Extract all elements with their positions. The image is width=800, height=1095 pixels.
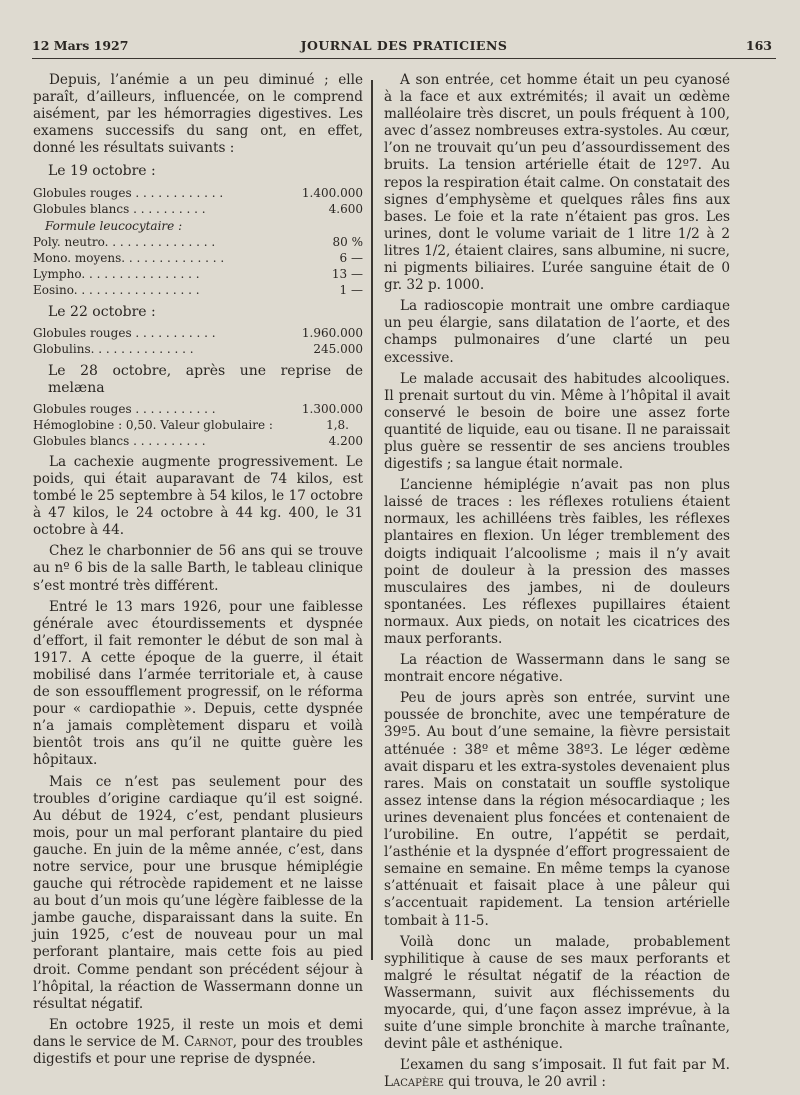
page-number: 163 <box>745 38 772 53</box>
paragraph: Depuis, l’anémie a un peu diminué ; elle paraît, d’ailleurs, influencée, on le comprend aisément, par les hémorragies digestives. Les examens successifs du sang ont, en effet, donné les résultats suivants : <box>33 72 363 157</box>
author-name: Carnot <box>183 1033 233 1050</box>
running-header <box>32 36 776 59</box>
paragraph: Peu de jours après son entrée, survint une poussée de bronchite, avec une température de 39º5. Au bout d’une semaine, la fièvre persistait atténuée : 38º et même 38º3. Le léger œdème avait disparu et les extra-systoles devenaient plus rares. Mais on constatait un souffle systolique assez intense dans la région mésocardiaque ; les urines devenaient plus foncées et contenaient de l’urobiline. En outre, l’appétit se perdait, l’asthénie et la dyspnée d’effort progressaient de semaine en semaine. En même temps la cyanose s’atténuait et faisait place à une pâleur qui s’accentuait rapidement. La tension artérielle tombait à 11-5. <box>384 690 730 929</box>
paragraph: Voilà donc un malade, probablement syphilitique à cause de ses maux perforants et malgré le résultat négatif de la réaction de Wassermann, suivit aux fléchissements du myocarde, qui, d’une façon assez imprévue, à la suite d’une simple bronchite à marche traînante, devint pâle et asthénique. <box>384 933 730 1053</box>
column-divider <box>371 80 373 960</box>
author-name: Lacapère <box>384 1074 444 1091</box>
paragraph: L’ancienne hémiplégie n’avait pas non plus laissé de traces : les réflexes rotuliens étaient normaux, les achilléens très faibles, les réflexes plantaires en flexion. Un léger tremblement des doigts indiquait l’alcoolisme ; mais il n’y avait point de douleur à la pression des masses musculaires des jambes, ni de douleurs spontanées. Les réflexes pupillaires étaient normaux. Aux pieds, on notait les cicatrices des maux perforants. <box>384 477 730 647</box>
table-row: Lympho. . . . . . . . . . . . . . . . 13 — <box>33 266 363 281</box>
paragraph: La réaction de Wassermann dans le sang se montrait encore négative. <box>384 652 730 686</box>
section-date-heading: Le 28 octobre, après une reprise de melæna <box>48 362 363 396</box>
paragraph: Entré le 13 mars 1926, pour une faiblesse générale avec étourdissements et dyspnée d’effort, il fait remonter le début de son mal à 1917. A cette époque de la guerre, il était mobilisé dans l’armée territoriale et, à cause de son essoufflement progressif, on le réforma pour « cardiopathie ». Depuis, cette dyspnée n’a jamais complètement disparu et voilà bientôt trois ans qu’il ne quitte guère les hôpitaux. <box>33 598 363 769</box>
left-column <box>33 72 363 1072</box>
table-row: Eosino. . . . . . . . . . . . . . . . . 1 — <box>33 282 363 297</box>
table-row: Globules rouges . . . . . . . . . . . 1.960.000 <box>33 325 363 340</box>
table-row: Globules blancs . . . . . . . . . . 4.600 <box>33 201 363 216</box>
table-row: Globules blancs . . . . . . . . . . 4.200 <box>33 433 363 448</box>
paragraph: La radioscopie montrait une ombre cardiaque un peu élargie, sans dilatation de l’aorte, et des champs pulmonaires d’une clarté un peu excessive. <box>384 298 730 366</box>
paragraph: L’examen du sang s’imposait. Il fut fait par M. Lacapère qui trouva, le 20 avril : <box>384 1057 730 1091</box>
section-date-heading: Le 19 octobre : <box>48 163 156 180</box>
paragraph: Le malade accusait des habitudes alcooliques. Il prenait surtout du vin. Même à l’hôpital il avait conservé le besoin de boire une assez forte quantité de liquide, eau ou tisane. Il ne paraissait plus guère se ressentir de ses anciens troubles digestifs ; sa langue était normale. <box>384 370 730 473</box>
paragraph: A son entrée, cet homme était un peu cyanosé à la face et aux extrémités; il avait un œdème malléolaire très discret, un pouls fréquent à 100, avec d’assez nombreuses extra-systoles. Au cœur, l’on ne trouvait qu’un peu d’assourdissement des bruits. La tension artérielle était de 12º7. Au repos la respiration était calme. On constatait des signes d’emphysème et quelques râles fins aux bases. Le foie et la rate n’étaient pas gros. Les urines, dont le volume variait de 1 litre 1/2 à 2 litres 1/2, étaient claires, sans albumine, ni sucre, ni pigments biliaires. L’urée sanguine était de 0 gr. 32 p. 1000. <box>384 72 730 294</box>
paragraph: La cachexie augmente progressivement. Le poids, qui était auparavant de 74 kilos, est tombé le 25 septembre à 54 kilos, le 17 octobre à 47 kilos, le 24 octobre à 44 kg. 400, le 31 octobre à 44. <box>33 453 363 539</box>
table-row: Globules rouges . . . . . . . . . . . 1.300.000 <box>33 401 363 416</box>
right-column <box>384 72 730 1095</box>
paragraph: Chez le charbonnier de 56 ans qui se trouve au nº 6 bis de la salle Barth, le tableau clinique s’est montré très différent. <box>33 543 363 594</box>
paragraph: Mais ce n’est pas seulement pour des troubles d’origine cardiaque qu’il est soigné. Au début de 1924, c’est, pendant plusieurs mois, pour un mal perforant plantaire du pied gauche. En juin de la même année, c’est, dans notre service, pour une brusque hémiplégie gauche qui rétrocède rapidement et ne laisse au bout d’un mois qu’une légère faiblesse de la jambe gauche, disparaissant dans la suite. En juin 1925, c’est de nouveau pour un mal perforant plantaire, mais cette fois au pied droit. Comme pendant son précédent séjour à l’hôpital, la réaction de Wassermann donne un résultat négatif. <box>33 773 363 1012</box>
paragraph: En octobre 1925, il reste un mois et demi dans le service de M. Carnot, pour des troubles digestifs et pour une reprise de dyspnée. <box>33 1016 363 1068</box>
table-row: Globules rouges . . . . . . . . . . . . 1.400.000 <box>33 185 363 200</box>
table-row: Globulins. . . . . . . . . . . . . . 245.000 <box>33 341 363 356</box>
formula-heading: Formule leucocytaire : <box>45 218 183 233</box>
section-date-heading: Le 22 octobre : <box>48 303 156 320</box>
table-row: Mono. moyens. . . . . . . . . . . . . . 6 — <box>33 250 363 265</box>
journal-title: JOURNAL DES PRATICIENS <box>300 38 508 53</box>
issue-date: 12 Mars 1927 <box>32 38 129 53</box>
table-row: Poly. neutro. . . . . . . . . . . . . . . 80 % <box>33 234 363 249</box>
table-row: Hémoglobine : 0,50. Valeur globulaire : 1,8. <box>33 417 349 432</box>
